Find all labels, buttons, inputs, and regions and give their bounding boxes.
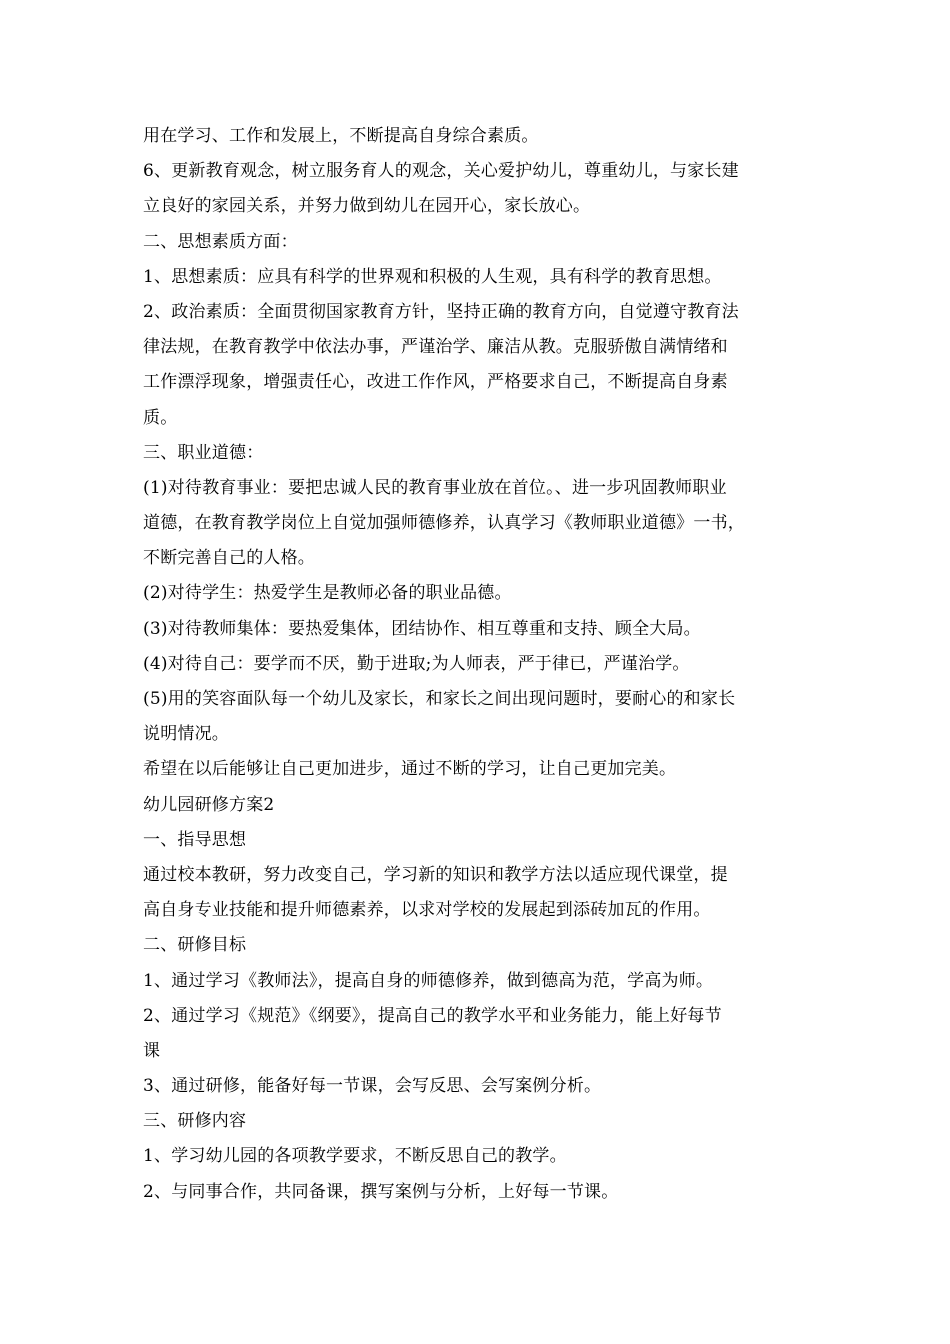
text-line: 2、政治素质：全面贯彻国家教育方针，坚持正确的教育方向，自觉遵守教育法 bbox=[143, 301, 739, 322]
text-line: (1)对待教育事业：要把忠诚人民的教育事业放在首位。、进一步巩固教师职业 bbox=[143, 477, 727, 498]
text-line: 2、通过学习《规范》《纲要》，提高自己的教学水平和业务能力，能上好每节 bbox=[143, 1005, 722, 1026]
text-line: 2、与同事合作，共同备课，撰写案例与分析，上好每一节课。 bbox=[143, 1181, 619, 1202]
text-line: 说明情况。 bbox=[143, 724, 229, 745]
text-line: (5)用的笑容面队每一个幼儿及家长，和家长之间出现问题时，要耐心的和家长 bbox=[143, 689, 736, 709]
text-line: 道德，在教育教学岗位上自觉加强师德修养，认真学习《教师职业道德》一书， bbox=[143, 513, 745, 534]
text-line: 立良好的家园关系，并努力做到幼儿在园开心，家长放心。 bbox=[143, 196, 591, 217]
section-heading: 一、指导思想 bbox=[143, 829, 247, 850]
text-line: 课 bbox=[143, 1040, 161, 1061]
text-line: 高自身专业技能和提升师德素养，以求对学校的发展起到添砖加瓦的作用。 bbox=[143, 900, 711, 921]
text-line: (3)对待教师集体：要热爱集体，团结协作、相互尊重和支持、顾全大局。 bbox=[143, 618, 701, 639]
text-line: 1、学习幼儿园的各项教学要求，不断反思自己的教学。 bbox=[143, 1146, 567, 1167]
document-body bbox=[143, 119, 823, 1210]
text-line: 1、通过学习《教师法》，提高自身的师德修养，做到德高为范，学高为师。 bbox=[143, 970, 714, 991]
text-line: 律法规，在教育教学中依法办事，严谨治学、廉洁从教。克服骄傲自满情绪和 bbox=[143, 337, 728, 358]
text-line: (4)对待自己：要学而不厌，勤于进取;为人师表，严于律已，严谨治学。 bbox=[143, 653, 690, 674]
text-line: 6、更新教育观念，树立服务育人的观念，关心爱护幼儿，尊重幼儿，与家长建 bbox=[143, 161, 739, 182]
text-line: 3、通过研修，能备好每一节课，会写反思、会写案例分析。 bbox=[143, 1076, 602, 1097]
text-line: 工作漂浮现象，增强责任心，改进工作作风，严格要求自己，不断提高自身素 bbox=[143, 372, 728, 393]
text-line: 质。 bbox=[143, 407, 178, 428]
section-heading: 三、研修内容 bbox=[143, 1111, 247, 1132]
section-heading: 三、职业道德： bbox=[143, 442, 264, 463]
text-line: (2)对待学生：热爱学生是教师必备的职业品德。 bbox=[143, 583, 512, 604]
document-title: 幼儿园研修方案2 bbox=[143, 794, 275, 815]
text-line: 希望在以后能够让自己更加进步，通过不断的学习，让自己更加完美。 bbox=[143, 759, 677, 780]
section-heading: 二、研修目标 bbox=[143, 935, 247, 956]
text-line: 不断完善自己的人格。 bbox=[143, 548, 315, 569]
text-line: 通过校本教研，努力改变自己，学习新的知识和教学方法以适应现代课堂，提 bbox=[143, 864, 728, 885]
section-heading: 二、思想素质方面： bbox=[143, 231, 298, 252]
text-line: 1、思想素质：应具有科学的世界观和积极的人生观，具有科学的教育思想。 bbox=[143, 266, 722, 287]
text-line: 用在学习、工作和发展上，不断提高自身综合素质。 bbox=[143, 126, 539, 146]
